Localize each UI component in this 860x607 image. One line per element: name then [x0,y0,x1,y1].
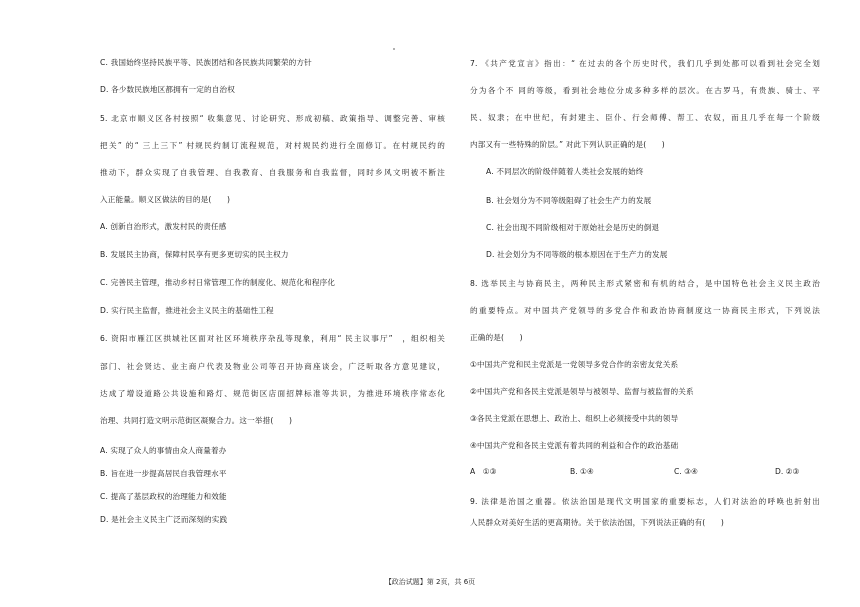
q7-option-b: B. 社会划分为不同等级阻碍了社会生产力的发展 [486,196,652,205]
q7-stem-line: 7. 《共产党宣言》指出：“ 在过去的各个历史时代，我们几乎到处都可以看到社会完全划 [470,59,820,68]
q7-option-c: C. 社会出现不同阶级相对于原始社会是历史的倒退 [486,223,660,232]
q5-stem-line: 推动下，群众实现了自我管理、自我教育、自我服务和自我监督，同时乡风文明被不断注 [100,168,445,177]
q9-stem-line: 9. 法律是治国之重器。依法治国是现代文明国家的重要标志，人们对法治的呼唤也折射出 [470,497,820,506]
q4-option-c: C. 我国始终坚持民族平等、民族团结和各民族共同繁荣的方针 [100,58,312,67]
q8-stem-line: 正确的是( ) [470,333,523,342]
q6-stem-line: 6. 资阳市雁江区拱城社区面对社区环境秩序杂乱等现象，利用“ 民主议事厅” ，组织相关 [100,334,445,343]
q6-option-b: B. 旨在进一步提高居民自我管理水平 [100,469,227,478]
q8-option-c: C. ③④ [674,467,698,476]
q7-stem-line: 分为各个不 同的等级，看到社会地位分成多种多样的层次。在古罗马，有贵族、骑士、平 [470,86,820,95]
q8-option-b: B. ①④ [570,467,594,476]
q5-stem-line: 5. 北京市顺义区各村按照“ 收集意见、讨论研究、形成初稿、政策指导、调整完善、审核 [100,114,445,123]
q5-stem-line: 把关” 的“ 三上三下” 村规民约制订流程规范，对村规民约进行全面修订。在村规民约的 [100,141,445,150]
q5-option-a: A. 创新自治形式，激发村民的责任感 [100,222,227,231]
q5-option-d: D. 实行民主监督，推进社会主义民主的基础性工程 [100,306,274,315]
q6-stem-line: 治理、共同打造文明示范街区凝聚合力。这一举措( ) [100,416,293,425]
q7-option-d: D. 社会划分为不同等级的根本原因在于生产力的发展 [486,250,668,259]
q6-option-a: A. 实现了众人的事情由众人商量着办 [100,446,227,455]
q8-stem-line: 的重要特点。对中国共产党领导的多党合作和政治协商制度这一协商民主形式，下列说法 [470,306,820,315]
q8-statement-4: ④中国共产党和各民主党派有着共同的利益和合作的政治基础 [470,441,679,450]
page-footer: 【政治试题】第 2页，共 6页 [384,578,476,586]
q7-option-a: A. 不同层次的阶级伴随着人类社会发展的始终 [486,167,644,176]
q5-stem-line: 入正能量。顺义区做法的目的是( ) [100,195,231,204]
q7-stem-line: 内部又有一些特殊的阶层。” 对此下列认识正确的是( ) [470,140,665,149]
q6-stem-line: 部门、社会贤达、业主商户代表及物业公司等召开协商座谈会，广泛听取各方意见建议， [100,362,445,371]
q6-option-d: D. 是社会主义民主广泛而深刻的实践 [100,515,228,524]
q8-stem-line: 8. 选举民主与协商民主，两种民主形式紧密和有机的结合，是中国特色社会主义民主政治 [470,279,820,288]
q4-option-d: D. 各少数民族地区都拥有一定的自治权 [100,85,236,94]
q6-option-c: C. 提高了基层政权的治理能力和效能 [100,492,227,501]
q6-stem-line: 达成了增设道路公共设施和路灯、规范街区店面招牌标准等共识，为推进环境秩序常态化 [100,389,445,398]
q8-statement-1: ①中国共产党和民主党派是一党领导多党合作的亲密友党关系 [470,360,679,369]
q8-statement-3: ③各民主党派在思想上、政治上、组织上必须接受中共的领导 [470,414,679,423]
q8-option-d: D. ②③ [775,467,800,476]
q5-option-b: B. 发展民主协商，保障村民享有更多更切实的民主权力 [100,250,289,259]
q5-option-c: C. 完善民主管理，推动乡村日常管理工作的制度化、规范化和程序化 [100,278,336,287]
q9-stem-line: 人民群众对美好生活的更高期待。关于依法治国，下列说法正确的有( ) [470,518,725,527]
q8-statement-2: ②中国共产党和各民主党派是领导与被领导、监督与被监督的关系 [470,387,694,396]
q7-stem-line: 民、奴隶；在中世纪，有封建主、臣仆、行会师傅、帮工、农奴，而且几乎在每一个阶级 [470,113,820,122]
scan-speck [393,48,395,50]
q8-option-a: A ①③ [470,467,497,476]
